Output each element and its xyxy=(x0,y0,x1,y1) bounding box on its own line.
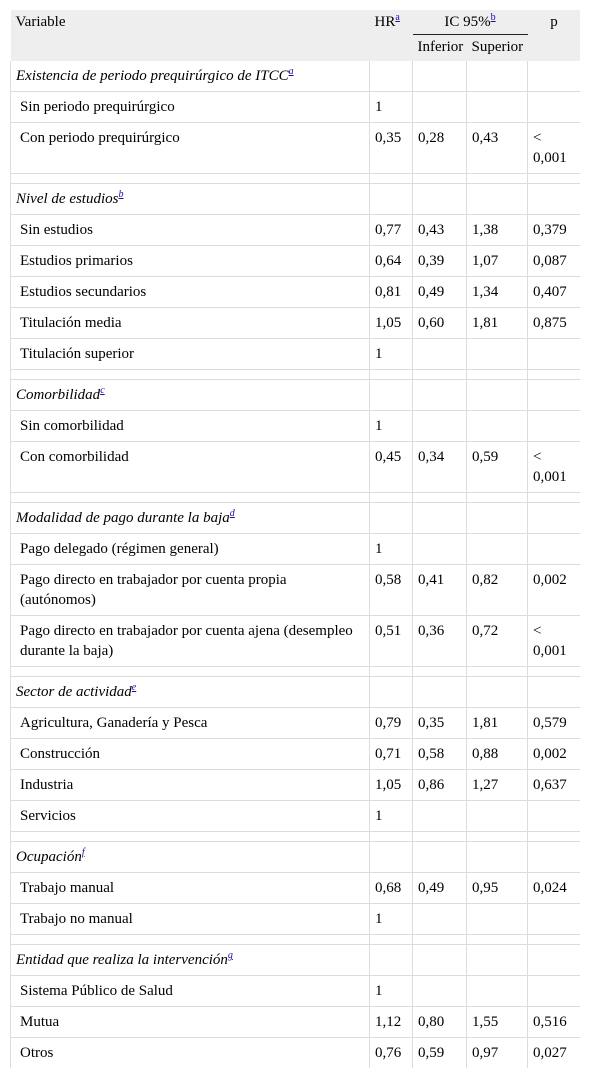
table-row xyxy=(11,708,581,739)
p-value: 0,024 xyxy=(528,873,581,904)
row-label: Sin comorbilidad xyxy=(11,411,370,442)
spacer-cell xyxy=(11,935,370,945)
spacer-cell xyxy=(528,493,581,503)
spacer-cell xyxy=(370,174,413,184)
section-title-text: Comorbilidad xyxy=(16,387,101,403)
ci-lower-value: 0,58 xyxy=(413,739,467,770)
hr-value: 1 xyxy=(370,904,413,935)
hr-value: 0,81 xyxy=(370,277,413,308)
ci-lower-value: 0,35 xyxy=(413,708,467,739)
row-label: Pago directo en trabajador por cuenta propia (autónomos) xyxy=(11,565,370,616)
ci-lower-value: 0,43 xyxy=(413,215,467,246)
section-header-row xyxy=(11,842,581,873)
table-row xyxy=(11,123,581,174)
hr-value: 0,76 xyxy=(370,1038,413,1069)
empty-cell xyxy=(467,184,528,215)
ci-lower-value xyxy=(413,976,467,1007)
hr-value: 0,64 xyxy=(370,246,413,277)
table-row xyxy=(11,215,581,246)
ci-lower-value: 0,28 xyxy=(413,123,467,174)
table-row xyxy=(11,770,581,801)
spacer-cell xyxy=(370,370,413,380)
empty-cell xyxy=(528,184,581,215)
section-header-row xyxy=(11,380,581,411)
spacer-cell xyxy=(528,935,581,945)
p-value: < 0,001 xyxy=(528,123,581,174)
table-row xyxy=(11,246,581,277)
ci-lower-value: 0,41 xyxy=(413,565,467,616)
header-variable: Variable xyxy=(11,10,370,61)
empty-cell xyxy=(413,61,467,92)
section-spacer xyxy=(11,832,581,842)
p-value: 0,002 xyxy=(528,565,581,616)
section-spacer xyxy=(11,174,581,184)
ci-upper-value xyxy=(467,534,528,565)
empty-cell xyxy=(370,61,413,92)
row-label: Titulación superior xyxy=(11,339,370,370)
spacer-cell xyxy=(467,667,528,677)
spacer-cell xyxy=(370,493,413,503)
empty-cell xyxy=(528,503,581,534)
table-row xyxy=(11,308,581,339)
ci-upper-value: 1,55 xyxy=(467,1007,528,1038)
spacer-cell xyxy=(528,832,581,842)
ci-lower-value xyxy=(413,534,467,565)
section-title xyxy=(11,945,370,976)
p-value: 0,875 xyxy=(528,308,581,339)
row-label: Trabajo no manual xyxy=(11,904,370,935)
ci-lower-value xyxy=(413,411,467,442)
hr-value: 1,05 xyxy=(370,308,413,339)
p-value xyxy=(528,92,581,123)
ci-lower-value: 0,80 xyxy=(413,1007,467,1038)
footnote-link[interactable]: b xyxy=(490,12,496,23)
section-title-text: Existencia de periodo prequirúrgico de ITCC xyxy=(16,68,289,84)
ci-upper-value: 1,38 xyxy=(467,215,528,246)
p-value xyxy=(528,411,581,442)
table-row xyxy=(11,277,581,308)
table-row xyxy=(11,616,581,667)
footnote-link[interactable]: f xyxy=(81,847,85,858)
section-header-row xyxy=(11,184,581,215)
footnote-link[interactable]: e xyxy=(131,682,137,693)
section-spacer xyxy=(11,667,581,677)
table-row xyxy=(11,739,581,770)
p-value xyxy=(528,976,581,1007)
spacer-cell xyxy=(413,493,467,503)
empty-cell xyxy=(413,184,467,215)
hr-value: 1 xyxy=(370,92,413,123)
spacer-cell xyxy=(11,174,370,184)
empty-cell xyxy=(528,842,581,873)
p-value: 0,002 xyxy=(528,739,581,770)
empty-cell xyxy=(467,677,528,708)
ci-lower-value: 0,39 xyxy=(413,246,467,277)
ci-lower-value: 0,36 xyxy=(413,616,467,667)
footnote-link[interactable]: b xyxy=(118,189,124,200)
results-table xyxy=(10,10,580,1068)
hr-value: 0,79 xyxy=(370,708,413,739)
ci-lower-value: 0,49 xyxy=(413,277,467,308)
ci-upper-value xyxy=(467,92,528,123)
ci-upper-value xyxy=(467,411,528,442)
header-p: p xyxy=(528,10,581,61)
p-value: 0,407 xyxy=(528,277,581,308)
hr-value: 0,71 xyxy=(370,739,413,770)
section-header-row xyxy=(11,677,581,708)
ci-lower-value: 0,49 xyxy=(413,873,467,904)
hr-value: 0,68 xyxy=(370,873,413,904)
row-label: Pago directo en trabajador por cuenta ajena (desempleo durante la baja) xyxy=(11,616,370,667)
empty-cell xyxy=(370,677,413,708)
row-label: Agricultura, Ganadería y Pesca xyxy=(11,708,370,739)
p-value: 0,027 xyxy=(528,1038,581,1069)
p-value xyxy=(528,339,581,370)
empty-cell xyxy=(467,61,528,92)
ci-upper-value: 0,43 xyxy=(467,123,528,174)
hr-value: 1 xyxy=(370,411,413,442)
ci-upper-value: 0,59 xyxy=(467,442,528,493)
table-row xyxy=(11,411,581,442)
empty-cell xyxy=(413,677,467,708)
hr-value: 1,12 xyxy=(370,1007,413,1038)
ci-upper-value: 0,82 xyxy=(467,565,528,616)
section-spacer xyxy=(11,935,581,945)
spacer-cell xyxy=(528,174,581,184)
footnote-link[interactable]: a xyxy=(288,66,294,77)
table-row xyxy=(11,1038,581,1069)
spacer-cell xyxy=(467,174,528,184)
p-value xyxy=(528,534,581,565)
ci-upper-value xyxy=(467,801,528,832)
hr-value: 1,05 xyxy=(370,770,413,801)
table-row xyxy=(11,534,581,565)
ci-upper-value: 0,97 xyxy=(467,1038,528,1069)
p-value xyxy=(528,904,581,935)
section-header-row xyxy=(11,503,581,534)
hr-value: 0,58 xyxy=(370,565,413,616)
row-label: Servicios xyxy=(11,801,370,832)
row-label: Otros xyxy=(11,1038,370,1069)
row-label: Estudios primarios xyxy=(11,246,370,277)
ci-upper-value: 1,81 xyxy=(467,308,528,339)
section-title-text: Entidad que realiza la intervención xyxy=(16,952,228,968)
spacer-cell xyxy=(370,832,413,842)
row-label: Titulación media xyxy=(11,308,370,339)
ci-upper-value: 0,95 xyxy=(467,873,528,904)
hr-value: 1 xyxy=(370,976,413,1007)
row-label: Con periodo prequirúrgico xyxy=(11,123,370,174)
empty-cell xyxy=(370,503,413,534)
empty-cell xyxy=(528,677,581,708)
p-value: < 0,001 xyxy=(528,616,581,667)
empty-cell xyxy=(413,945,467,976)
ci-upper-value xyxy=(467,339,528,370)
row-label: Sin periodo prequirúrgico xyxy=(11,92,370,123)
empty-cell xyxy=(528,61,581,92)
ci-upper-value: 1,27 xyxy=(467,770,528,801)
footnote-link[interactable]: a xyxy=(395,12,400,23)
row-label: Mutua xyxy=(11,1007,370,1038)
section-title xyxy=(11,61,370,92)
spacer-cell xyxy=(11,493,370,503)
table-row xyxy=(11,1007,581,1038)
hr-value: 0,77 xyxy=(370,215,413,246)
section-title xyxy=(11,503,370,534)
spacer-cell xyxy=(413,935,467,945)
table-row xyxy=(11,92,581,123)
p-value: 0,379 xyxy=(528,215,581,246)
section-title xyxy=(11,380,370,411)
row-label: Sin estudios xyxy=(11,215,370,246)
spacer-cell xyxy=(11,832,370,842)
spacer-cell xyxy=(370,935,413,945)
ci-lower-value xyxy=(413,801,467,832)
empty-cell xyxy=(528,945,581,976)
spacer-cell xyxy=(413,667,467,677)
table-row xyxy=(11,801,581,832)
spacer-cell xyxy=(467,935,528,945)
section-spacer xyxy=(11,370,581,380)
empty-cell xyxy=(370,184,413,215)
ci-lower-value xyxy=(413,339,467,370)
section-spacer xyxy=(11,493,581,503)
ci-upper-value: 0,72 xyxy=(467,616,528,667)
row-label: Trabajo manual xyxy=(11,873,370,904)
empty-cell xyxy=(370,842,413,873)
footnote-link[interactable]: g xyxy=(227,950,233,961)
hr-value: 0,45 xyxy=(370,442,413,493)
ci-lower-value: 0,60 xyxy=(413,308,467,339)
empty-cell xyxy=(370,945,413,976)
empty-cell xyxy=(467,380,528,411)
ci-upper-value xyxy=(467,904,528,935)
spacer-cell xyxy=(11,667,370,677)
p-value xyxy=(528,801,581,832)
section-title-text: Modalidad de pago durante la baja xyxy=(16,510,230,526)
header-ic: IC 95%$^b$ xyxy=(413,10,528,35)
table-row xyxy=(11,976,581,1007)
empty-cell xyxy=(467,945,528,976)
section-title-text: Ocupación xyxy=(16,849,82,865)
p-value: 0,516 xyxy=(528,1007,581,1038)
spacer-cell xyxy=(11,370,370,380)
ci-lower-value: 0,34 xyxy=(413,442,467,493)
p-value: 0,579 xyxy=(528,708,581,739)
section-title xyxy=(11,677,370,708)
ci-upper-value: 0,88 xyxy=(467,739,528,770)
table-header xyxy=(11,10,581,61)
spacer-cell xyxy=(370,667,413,677)
section-title-text: Nivel de estudios xyxy=(16,191,119,207)
p-value: < 0,001 xyxy=(528,442,581,493)
p-value: 0,087 xyxy=(528,246,581,277)
section-title xyxy=(11,842,370,873)
row-label: Pago delegado (régimen general) xyxy=(11,534,370,565)
table-body xyxy=(11,61,581,1068)
spacer-cell xyxy=(528,370,581,380)
section-header-row xyxy=(11,945,581,976)
spacer-cell xyxy=(413,370,467,380)
empty-cell xyxy=(413,842,467,873)
table-row xyxy=(11,873,581,904)
spacer-cell xyxy=(528,667,581,677)
hr-value: 0,51 xyxy=(370,616,413,667)
ci-lower-value xyxy=(413,92,467,123)
row-label: Sistema Público de Salud xyxy=(11,976,370,1007)
header-hr: HR$^a$ xyxy=(370,10,413,61)
table-row xyxy=(11,339,581,370)
section-title xyxy=(11,184,370,215)
hr-value: 1 xyxy=(370,339,413,370)
hr-value: 1 xyxy=(370,801,413,832)
table-row xyxy=(11,904,581,935)
empty-cell xyxy=(467,503,528,534)
table-row xyxy=(11,442,581,493)
row-label: Con comorbilidad xyxy=(11,442,370,493)
empty-cell xyxy=(370,380,413,411)
spacer-cell xyxy=(467,370,528,380)
header-superior: Superior xyxy=(467,35,528,62)
header-inferior: Inferior xyxy=(413,35,467,62)
row-label: Industria xyxy=(11,770,370,801)
footnote-link[interactable]: d xyxy=(229,508,235,519)
p-value: 0,637 xyxy=(528,770,581,801)
footnote-link[interactable]: c xyxy=(100,385,105,396)
table-container xyxy=(10,10,580,1068)
spacer-cell xyxy=(467,832,528,842)
section-title-text: Sector de actividad xyxy=(16,684,132,700)
ci-lower-value: 0,59 xyxy=(413,1038,467,1069)
empty-cell xyxy=(413,503,467,534)
spacer-cell xyxy=(413,174,467,184)
empty-cell xyxy=(467,842,528,873)
ci-upper-value: 1,07 xyxy=(467,246,528,277)
hr-value: 0,35 xyxy=(370,123,413,174)
row-label: Estudios secundarios xyxy=(11,277,370,308)
ci-upper-value: 1,34 xyxy=(467,277,528,308)
empty-cell xyxy=(528,380,581,411)
spacer-cell xyxy=(467,493,528,503)
ci-upper-value: 1,81 xyxy=(467,708,528,739)
row-label: Construcción xyxy=(11,739,370,770)
ci-lower-value xyxy=(413,904,467,935)
hr-value: 1 xyxy=(370,534,413,565)
table-row xyxy=(11,565,581,616)
ci-lower-value: 0,86 xyxy=(413,770,467,801)
ci-upper-value xyxy=(467,976,528,1007)
empty-cell xyxy=(413,380,467,411)
spacer-cell xyxy=(413,832,467,842)
section-header-row xyxy=(11,61,581,92)
